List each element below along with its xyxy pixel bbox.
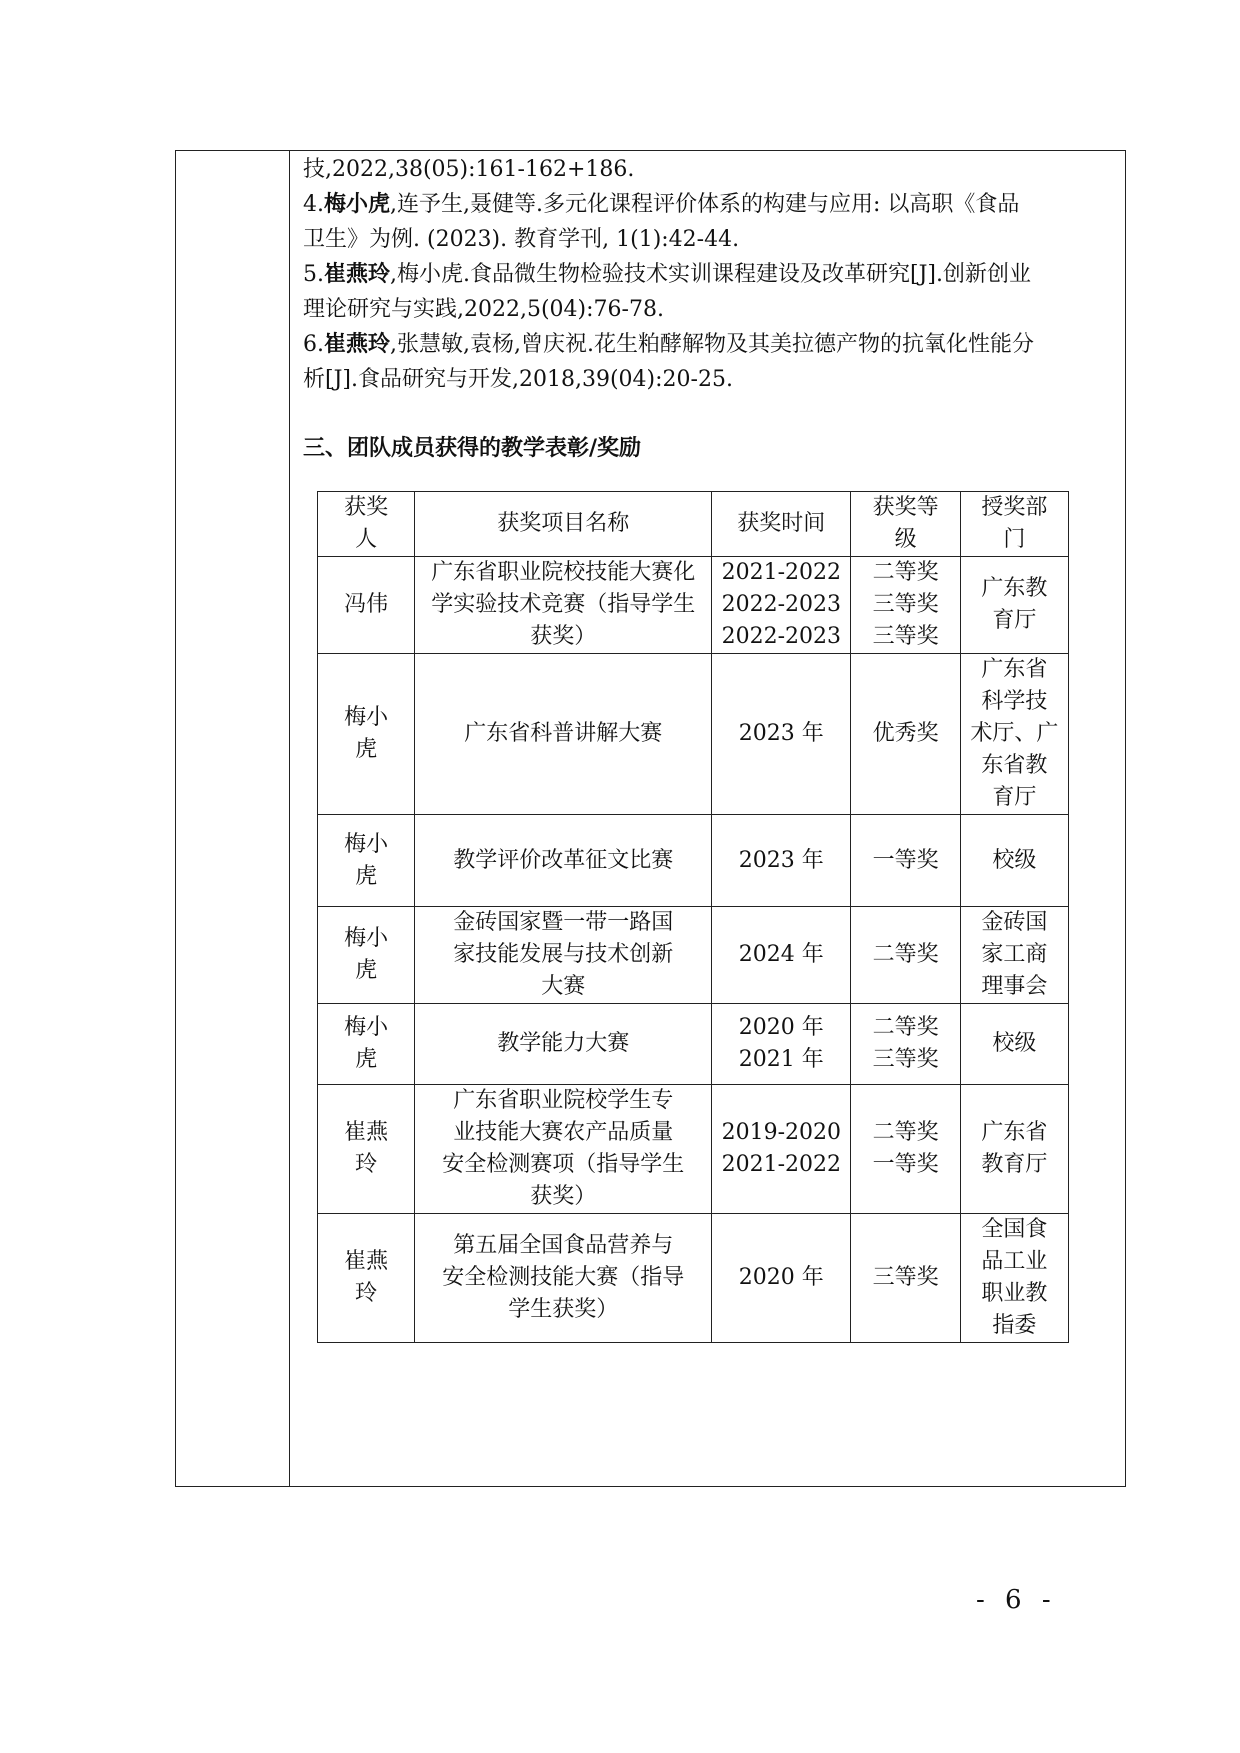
cell-text: 冯伟	[344, 592, 389, 617]
cell-text: 家工商	[981, 942, 1048, 967]
cell-text: 虎	[355, 863, 378, 889]
award-level-cell	[851, 1085, 960, 1214]
cell-text: 梅小	[344, 705, 389, 730]
award-winner-cell	[318, 1085, 415, 1214]
award-dept-cell	[960, 557, 1068, 654]
column-header	[960, 492, 1068, 557]
cell-text: 广东教	[981, 576, 1048, 601]
awards-table	[317, 491, 1069, 1343]
cell-text: 金砖国家暨一带一路国	[453, 910, 674, 935]
awards-table-body	[318, 557, 1069, 1343]
cell-text: 2022-2023	[721, 592, 841, 617]
award-project-cell	[415, 1004, 712, 1085]
cell-text: 第五届全国食品营养与	[453, 1233, 674, 1258]
reference-line	[303, 327, 1115, 362]
table-row	[318, 1214, 1069, 1343]
cell-text: 安全检测技能大赛（指导	[442, 1265, 685, 1290]
cell-text: 2022-2023	[721, 624, 841, 649]
award-level-cell	[851, 654, 960, 815]
cell-text: 一等奖	[872, 847, 939, 873]
table-row	[318, 1004, 1069, 1085]
cell-text: 玲	[355, 1281, 378, 1306]
reference-text: 5.	[303, 262, 324, 287]
cell-text: 2020 年	[738, 1265, 824, 1290]
award-winner-cell	[318, 815, 415, 907]
reference-list	[303, 152, 1115, 397]
cell-text: 三等奖	[872, 624, 939, 649]
cell-text: 三等奖	[872, 1047, 939, 1072]
reference-text: 析[J].食品研究与开发,2018,39(04):20-25.	[303, 367, 733, 392]
award-winner-cell	[318, 654, 415, 815]
cell-text: 广东省职业院校学生专	[453, 1088, 674, 1113]
column-header	[712, 492, 851, 557]
cell-text: 崔燕	[344, 1249, 389, 1274]
award-project-cell	[415, 815, 712, 907]
reference-line	[303, 222, 1115, 257]
cell-text: 学实验技术竞赛（指导学生	[431, 592, 696, 617]
reference-line	[303, 187, 1115, 222]
cell-text: 教学评价改革征文比赛	[453, 847, 674, 873]
reference-item	[303, 257, 1115, 327]
cell-text: 2021 年	[738, 1047, 824, 1072]
cell-text: 虎	[355, 737, 378, 762]
cell-text: 广东省	[981, 657, 1048, 682]
cell-text: 广东省职业院校技能大赛化	[431, 560, 696, 585]
reference-text: 卫生》为例. (2023). 教育学刊, 1(1):42-44.	[303, 227, 740, 252]
reference-text: ,张慧敏,袁杨,曾庆祝.花生粕酵解物及其美拉德产物的抗氧化性能分	[390, 332, 1034, 357]
award-time-cell	[712, 907, 851, 1004]
award-level-cell	[851, 907, 960, 1004]
award-level-cell	[851, 1214, 960, 1343]
reference-text: ,连予生,聂健等.多元化课程评价体系的构建与应用: 以高职《食品	[390, 192, 1020, 217]
reference-item	[303, 327, 1115, 397]
awards-table-header	[318, 492, 1069, 557]
cell-text: 教育厅	[981, 1152, 1048, 1177]
award-dept-cell	[960, 907, 1068, 1004]
header-text: 级	[894, 527, 917, 552]
award-winner-cell	[318, 1004, 415, 1085]
cell-text: 获奖）	[530, 624, 597, 649]
award-project-cell	[415, 654, 712, 815]
cell-text: 三等奖	[872, 1265, 939, 1290]
cell-text: 2019-2020	[721, 1120, 841, 1145]
cell-text: 东省教	[981, 753, 1048, 778]
award-level-cell	[851, 815, 960, 907]
cell-text: 优秀奖	[872, 721, 939, 746]
award-dept-cell	[960, 654, 1068, 815]
reference-text: 6.	[303, 332, 324, 357]
cell-text: 教学能力大赛	[497, 1031, 630, 1056]
header-text: 获奖项目名称	[497, 511, 630, 536]
cell-text: 获奖）	[530, 1184, 597, 1209]
table-row	[318, 815, 1069, 907]
reference-item	[303, 187, 1115, 257]
cell-text: 2024 年	[738, 942, 824, 967]
cell-text: 校级	[992, 1031, 1037, 1056]
award-dept-cell	[960, 1085, 1068, 1214]
page-number: - 6 -	[976, 1585, 1057, 1615]
cell-text: 虎	[355, 1047, 378, 1072]
cell-text: 广东省	[981, 1120, 1048, 1145]
header-text: 获奖等	[872, 495, 939, 520]
reference-author: 崔燕玲	[324, 261, 391, 287]
header-row	[318, 492, 1069, 557]
content-cell	[303, 151, 1115, 1338]
table-row	[318, 907, 1069, 1004]
cell-text: 学生获奖）	[508, 1297, 619, 1322]
cell-text: 梅小	[344, 926, 389, 951]
cell-text: 广东省科普讲解大赛	[464, 721, 663, 746]
award-winner-cell	[318, 1214, 415, 1343]
award-time-cell	[712, 1214, 851, 1343]
cell-text: 三等奖	[872, 592, 939, 617]
reference-line	[303, 362, 1115, 397]
left-label-column	[176, 151, 290, 1486]
cell-text: 一等奖	[872, 1152, 939, 1177]
header-text: 人	[355, 527, 378, 552]
reference-item	[303, 152, 1115, 187]
award-level-cell	[851, 557, 960, 654]
cell-text: 2023 年	[738, 721, 824, 746]
cell-text: 术厅、广	[970, 721, 1059, 746]
table-row	[318, 654, 1069, 815]
award-winner-cell	[318, 907, 415, 1004]
award-project-cell	[415, 907, 712, 1004]
cell-text: 2023 年	[738, 847, 824, 873]
column-header	[318, 492, 415, 557]
cell-text: 玲	[355, 1152, 378, 1177]
cell-text: 指委	[992, 1313, 1037, 1338]
reference-text: 理论研究与实践,2022,5(04):76-78.	[303, 297, 664, 322]
cell-text: 安全检测赛项（指导学生	[442, 1152, 685, 1177]
award-winner-cell	[318, 557, 415, 654]
award-dept-cell	[960, 1214, 1068, 1343]
reference-line	[303, 292, 1115, 327]
award-project-cell	[415, 1214, 712, 1343]
award-time-cell	[712, 557, 851, 654]
cell-text: 全国食	[981, 1217, 1048, 1242]
reference-author: 崔燕玲	[324, 331, 391, 357]
reference-line	[303, 152, 1115, 187]
column-header	[415, 492, 712, 557]
document-frame	[175, 150, 1126, 1487]
cell-text: 家技能发展与技术创新	[453, 942, 674, 967]
cell-text: 金砖国	[981, 910, 1048, 935]
reference-text: 技,2022,38(05):161-162+186.	[303, 157, 635, 182]
award-dept-cell	[960, 815, 1068, 907]
award-level-cell	[851, 1004, 960, 1085]
reference-line	[303, 257, 1115, 292]
cell-text: 校级	[992, 847, 1037, 873]
cell-text: 梅小	[344, 831, 389, 857]
cell-text: 职业教	[981, 1281, 1048, 1306]
award-project-cell	[415, 1085, 712, 1214]
reference-author: 梅小虎	[324, 191, 391, 217]
table-row	[318, 1085, 1069, 1214]
cell-text: 2021-2022	[721, 1152, 841, 1177]
cell-text: 业技能大赛农产品质量	[453, 1120, 674, 1145]
cell-text: 科学技	[981, 689, 1048, 714]
header-text: 授奖部	[981, 495, 1048, 520]
column-header	[851, 492, 960, 557]
cell-text: 育厅	[992, 608, 1037, 633]
award-time-cell	[712, 654, 851, 815]
cell-text: 二等奖	[872, 560, 939, 585]
cell-text: 二等奖	[872, 1120, 939, 1145]
cell-text: 崔燕	[344, 1120, 389, 1145]
section-heading: 三、团队成员获得的教学表彰/奖励	[303, 436, 642, 461]
table-row	[318, 557, 1069, 654]
reference-text: ,梅小虎.食品微生物检验技术实训课程建设及改革研究[J].创新创业	[390, 262, 1031, 287]
award-time-cell	[712, 815, 851, 907]
cell-text: 2021-2022	[721, 560, 841, 585]
reference-text: 4.	[303, 192, 324, 217]
header-text: 门	[1003, 527, 1026, 552]
header-text: 获奖时间	[737, 511, 826, 536]
header-text: 获奖	[344, 495, 389, 520]
cell-text: 2020 年	[738, 1015, 824, 1040]
award-time-cell	[712, 1004, 851, 1085]
award-dept-cell	[960, 1004, 1068, 1085]
cell-text: 二等奖	[872, 1015, 939, 1040]
cell-text: 二等奖	[872, 942, 939, 967]
cell-text: 理事会	[981, 974, 1048, 999]
cell-text: 梅小	[344, 1015, 389, 1040]
cell-text: 虎	[355, 958, 378, 983]
cell-text: 大赛	[541, 974, 586, 999]
award-time-cell	[712, 1085, 851, 1214]
cell-text: 品工业	[981, 1249, 1048, 1274]
cell-text: 育厅	[992, 785, 1037, 810]
award-project-cell	[415, 557, 712, 654]
